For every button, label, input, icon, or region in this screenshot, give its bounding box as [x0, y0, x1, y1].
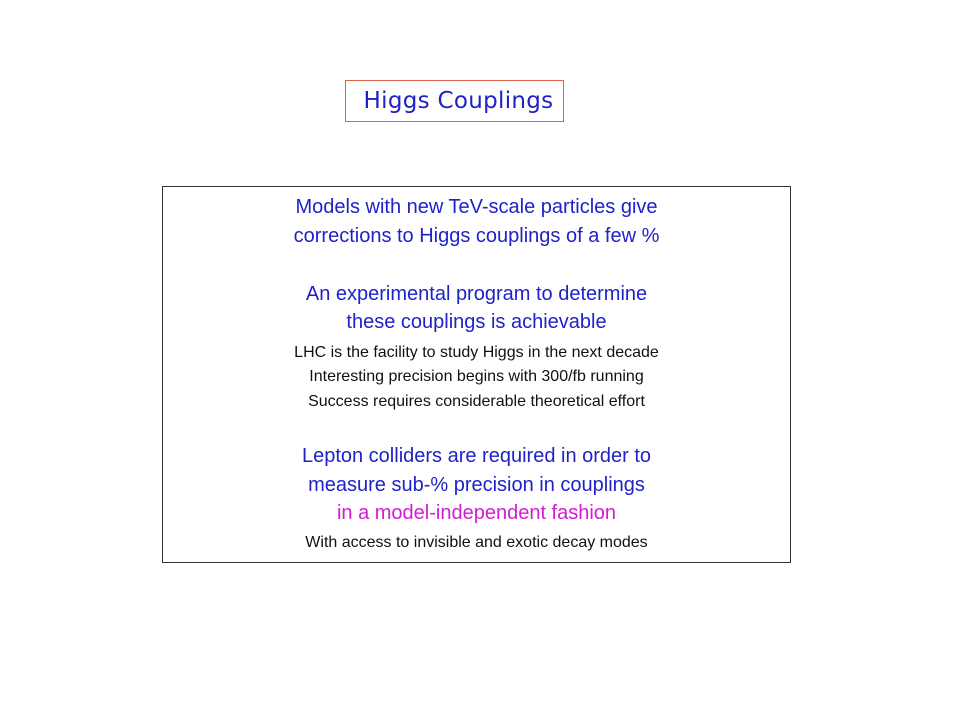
lhc-line-1: LHC is the facility to study Higgs in the next decade: [294, 344, 659, 361]
models-line-1: Models with new TeV-scale particles give: [295, 196, 658, 218]
experimental-line-1: An experimental program to determine: [305, 283, 648, 305]
experimental-line-2: these couplings is achievable: [346, 311, 607, 333]
invisible-decay-line: With access to invisible and exotic decay modes: [305, 534, 648, 551]
lepton-line-2: measure sub-% precision in couplings: [308, 474, 645, 496]
model-independent-line: in a model-independent fashion: [336, 502, 617, 524]
slide-title: Higgs Couplings: [363, 88, 554, 114]
lhc-line-3: Success requires considerable theoretical effort: [308, 393, 645, 410]
slide-title-box: [345, 80, 564, 122]
models-line-2: corrections to Higgs couplings of a few %: [293, 225, 660, 247]
lhc-line-2: Interesting precision begins with 300/fb running: [309, 368, 644, 385]
content-box: [162, 186, 791, 563]
lepton-line-1: Lepton colliders are required in order to: [301, 445, 652, 467]
